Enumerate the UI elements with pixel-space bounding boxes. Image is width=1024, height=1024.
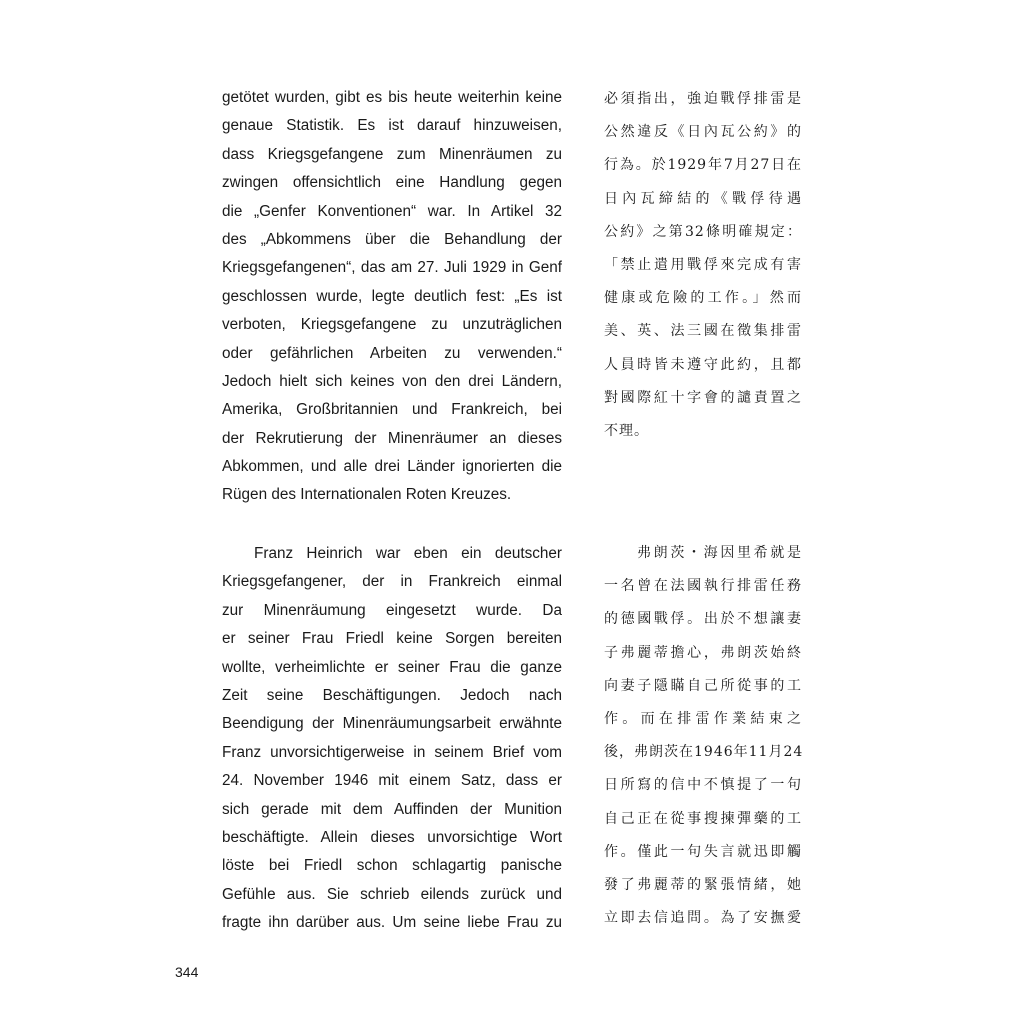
german-text-line: verboten, Kriegsgefangene zu unzuträglichen xyxy=(222,316,562,334)
chinese-paragraph-1 xyxy=(604,83,802,448)
chinese-text-line: 對國際紅十字會的譴責置之 xyxy=(604,389,802,406)
chinese-text-line: 「禁止遣用戰俘來完成有害 xyxy=(604,256,802,273)
german-text-line: Franz unvorsichtigerweise in seinem Brief vom xyxy=(222,743,562,761)
chinese-text-line: 子弗麗蒂擔心，弗朗茨始終 xyxy=(604,644,802,661)
german-text-line: Rügen des Internationalen Roten Kreuzes. xyxy=(222,486,512,504)
german-text-line: getötet wurden, gibt es bis heute weiterhin keine xyxy=(222,89,562,106)
german-text-line: 24. November 1946 mit einem Satz, dass er xyxy=(222,772,562,790)
chinese-text-line: 發了弗麗蒂的緊張情緒，她 xyxy=(604,876,802,893)
german-text-line: er seiner Frau Friedl keine Sorgen bereiten xyxy=(222,630,562,648)
german-text-line: des „Abkommens über die Behandlung der xyxy=(222,230,562,248)
chinese-text-line: 立即去信追問。為了安撫愛 xyxy=(604,910,802,927)
chinese-text-line: 美、英、法三國在徵集排雷 xyxy=(604,323,802,340)
chinese-text-line: 公約》之第32條明確規定： xyxy=(604,223,802,240)
chinese-text-line: 人員時皆未遵守此約，且都 xyxy=(604,356,802,373)
chinese-text-line: 向妻子隱瞞自己所從事的工 xyxy=(604,677,802,694)
german-text-line: beschäftigte. Allein dieses unvorsichtige Wort xyxy=(222,828,562,846)
german-text-line: oder gefährlichen Arbeiten zu verwenden.“ xyxy=(222,344,562,362)
german-text-line: geschlossen wurde, legte deutlich fest: „Es ist xyxy=(222,287,562,305)
german-text-line: sich gerade mit dem Auffinden der Munition xyxy=(222,800,562,818)
german-text-line: Kriegsgefangener, der in Frankreich einmal xyxy=(222,573,562,591)
german-text-line: genaue Statistik. Es ist darauf hinzuweisen, xyxy=(222,117,562,135)
chinese-text-line: 的德國戰俘。出於不想讓妻 xyxy=(604,611,802,628)
german-text-line: der Rekrutierung der Minenräumer an dieses xyxy=(222,429,562,447)
chinese-text-line: 公然違反《日內瓦公約》的 xyxy=(604,124,802,141)
chinese-text-line: 不理。 xyxy=(604,422,649,439)
chinese-text-line: 日所寫的信中不慎提了一句 xyxy=(604,777,802,794)
chinese-paragraph-2 xyxy=(604,537,802,935)
chinese-text-line: 作。而在排雷作業結束之 xyxy=(604,710,802,727)
chinese-text-line: 必須指出，強迫戰俘排雷是 xyxy=(604,91,802,107)
german-text-line: Zeit seine Beschäftigungen. Jedoch nach xyxy=(222,686,562,704)
chinese-text-line: 一名曾在法國執行排雷任務 xyxy=(604,578,802,595)
german-text-line: die „Genfer Konventionen“ war. In Artikel 32 xyxy=(222,202,562,220)
german-text-line: dass Kriegsgefangene zum Minenräumen zu xyxy=(222,145,562,163)
chinese-text-line: 健康或危險的工作。」然而 xyxy=(604,290,802,307)
german-text-line: Jedoch hielt sich keines von den drei Ländern, xyxy=(222,372,562,390)
chinese-text-line: 行為。於1929年7月27日在 xyxy=(604,157,802,174)
german-text-line: zwingen offensichtlich eine Handlung gegen xyxy=(222,174,562,192)
german-text-line: wollte, verheimlichte er seiner Frau die ganze xyxy=(222,658,562,676)
german-text-line: fragte ihn darüber aus. Um seine liebe Frau zu xyxy=(222,914,562,932)
german-text-line: Franz Heinrich war eben ein deutscher xyxy=(254,545,562,562)
german-text-line: Gefühle aus. Sie schrieb eilends zurück und xyxy=(222,885,562,903)
chinese-text-line: 後，弗朗茨在1946年11月24 xyxy=(604,744,804,761)
german-text-line: zur Minenräumung eingesetzt wurde. Da xyxy=(222,601,562,619)
german-paragraph-1 xyxy=(222,84,562,510)
german-text-line: Amerika, Großbritannien und Frankreich, bei xyxy=(222,401,562,419)
german-text-line: Kriegsgefangenen“, das am 27. Juli 1929 in Genf xyxy=(222,259,562,277)
german-paragraph-2 xyxy=(222,540,562,937)
german-text-line: Abkommen, und alle drei Länder ignorierten die xyxy=(222,458,562,476)
chinese-text-line: 自己正在從事搜揀彈藥的工 xyxy=(604,810,802,827)
chinese-text-line: 日內瓦締結的《戰俘待遇 xyxy=(604,190,802,207)
german-text-line: löste bei Friedl schon schlagartig panische xyxy=(222,857,562,875)
page-number: 344 xyxy=(175,964,199,980)
german-text-line: Beendigung der Minenräumungsarbeit erwähnte xyxy=(222,715,562,733)
chinese-text-line: 弗朗茨・海因里希就是 xyxy=(637,545,802,561)
chinese-text-line: 作。僅此一句失言就迅即觸 xyxy=(604,843,802,860)
